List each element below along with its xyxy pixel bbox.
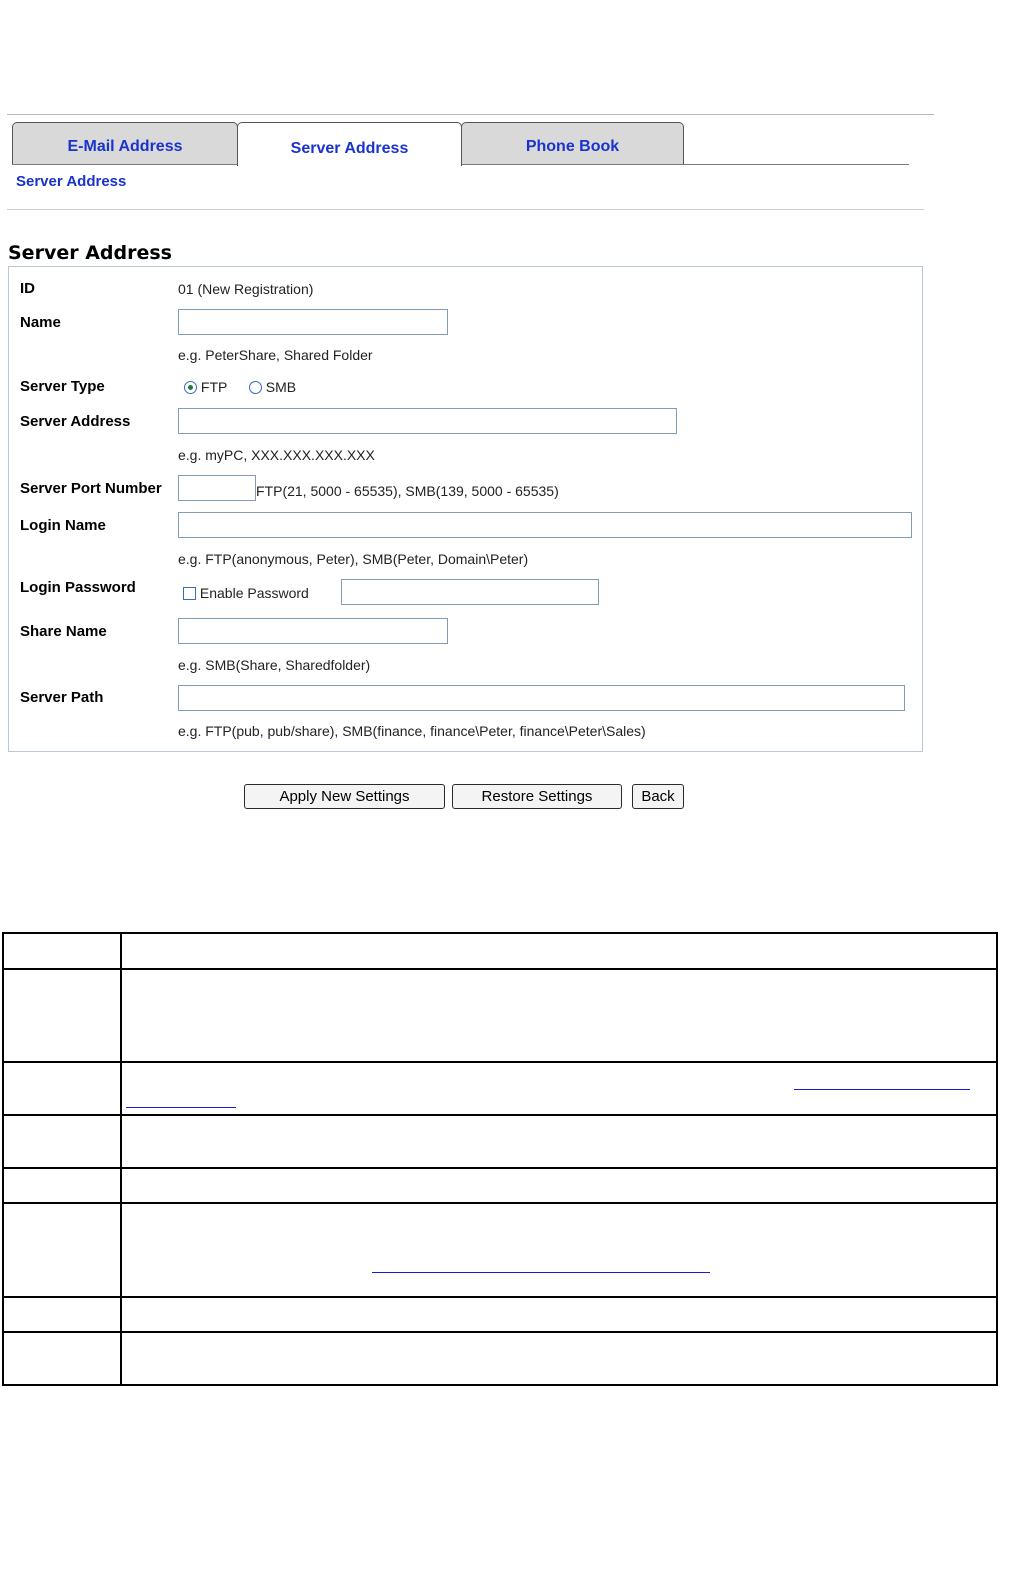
tab-server-address[interactable] [237, 122, 462, 166]
login-password-label: Login Password [20, 579, 136, 596]
login-name-label: Login Name [20, 517, 106, 534]
restore-settings-button[interactable]: Restore Settings [452, 784, 622, 809]
enable-password-group [183, 585, 309, 601]
table-cell [3, 1297, 121, 1332]
breadcrumb-divider [7, 209, 924, 210]
back-button[interactable]: Back [632, 784, 684, 809]
server-port-note: FTP(21, 5000 - 65535), SMB(139, 5000 - 65535) [256, 483, 559, 499]
link-underline[interactable] [126, 1107, 236, 1108]
smb-radio-label: SMB [265, 379, 297, 395]
link-underline[interactable] [372, 1272, 710, 1273]
table-cell [121, 1297, 997, 1332]
table-cell [3, 1115, 121, 1168]
table-cell [3, 1062, 121, 1115]
login-password-input[interactable] [341, 579, 599, 605]
smb-radio[interactable] [249, 381, 262, 394]
table-cell [121, 1332, 997, 1385]
id-label: ID [20, 280, 35, 297]
tab-phone-book[interactable] [461, 122, 684, 164]
description-table [2, 932, 998, 1386]
table-cell [3, 969, 121, 1062]
share-name-label: Share Name [20, 623, 107, 640]
table-row [3, 1062, 997, 1115]
table-cell [3, 1168, 121, 1203]
ftp-radio[interactable] [184, 381, 197, 394]
server-path-label: Server Path [20, 689, 104, 706]
name-hint: e.g. PeterShare, Shared Folder [178, 347, 373, 363]
server-port-input[interactable] [178, 475, 256, 501]
breadcrumb: Server Address [16, 173, 127, 190]
server-address-label: Server Address [20, 413, 131, 430]
table-row [3, 1115, 997, 1168]
server-address-hint: e.g. myPC, XXX.XXX.XXX.XXX [178, 447, 375, 463]
table-cell [121, 1203, 997, 1297]
table-row [3, 1332, 997, 1385]
enable-password-label: Enable Password [199, 585, 309, 601]
table-cell [3, 933, 121, 969]
table-cell [121, 933, 997, 969]
apply-new-settings-button[interactable]: Apply New Settings [244, 784, 445, 809]
server-path-hint: e.g. FTP(pub, pub/share), SMB(finance, finance\Peter, finance\Peter\Sales) [178, 723, 646, 739]
server-path-input[interactable] [178, 685, 905, 711]
tab-server-address-label: Server Address [290, 139, 409, 157]
server-address-input[interactable] [178, 408, 677, 434]
form-title: Server Address [8, 242, 172, 264]
table-cell [121, 1168, 997, 1203]
table-row [3, 1203, 997, 1297]
table-cell [121, 969, 997, 1062]
link-underline[interactable] [794, 1089, 970, 1090]
name-input[interactable] [178, 309, 448, 335]
tab-email-address-label: E-Mail Address [67, 137, 183, 155]
name-label: Name [20, 314, 61, 331]
ftp-radio-label: FTP [200, 379, 228, 395]
server-address-form [8, 266, 923, 752]
tab-phone-book-label: Phone Book [525, 137, 620, 155]
share-name-hint: e.g. SMB(Share, Sharedfolder) [178, 657, 371, 673]
top-divider [7, 114, 934, 115]
id-value: 01 (New Registration) [178, 281, 314, 297]
server-port-label: Server Port Number [20, 480, 162, 497]
table-cell [3, 1203, 121, 1297]
table-row [3, 933, 997, 969]
table-row [3, 1297, 997, 1332]
login-name-input[interactable] [178, 512, 912, 538]
table-row [3, 1168, 997, 1203]
table-cell [3, 1332, 121, 1385]
enable-password-checkbox[interactable] [183, 587, 196, 600]
share-name-input[interactable] [178, 618, 448, 644]
server-type-label: Server Type [20, 378, 105, 395]
table-cell [121, 1115, 997, 1168]
server-type-options [184, 379, 296, 395]
table-row [3, 969, 997, 1062]
login-name-hint: e.g. FTP(anonymous, Peter), SMB(Peter, Domain\Peter) [178, 551, 529, 567]
table-cell [121, 1062, 997, 1115]
tab-email-address[interactable] [12, 122, 238, 164]
